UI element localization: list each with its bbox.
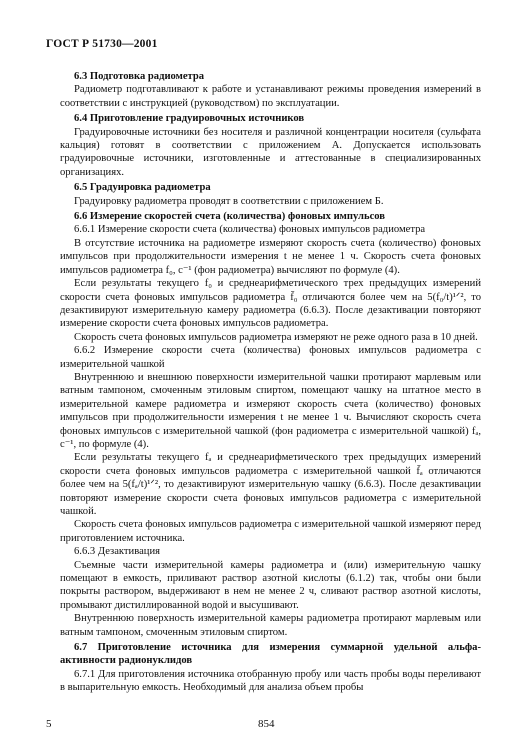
section-heading-6-3: 6.3 Подготовка радиометра <box>74 71 205 82</box>
paragraph: Скорость счета фоновых импульсов радиометра с измерительной чашкой измеряют перед приготовлением источника. <box>60 519 481 544</box>
section-heading-6-7: 6.7 Приготовление источника для измерения суммарной удельной альфа-активности радионуклидов <box>60 642 481 667</box>
paragraph: Если результаты текущего fₐ и среднеарифметического трех предыдущих измерений скорости счета фоновых импульсов радиометра с измерительной чашкой f̄ₐ отличаются более чем на 5(fₐ/t)¹ᐟ², то дезактивируют измерительную чашку (6.6.3). После дезактивации повторяют измерение скорости счета фоновых импульсов радиометра с измерительной чашкой. <box>60 452 481 517</box>
paragraph: В отсутствие источника на радиометре измеряют скорость счета (количество) фоновых импульсов при продолжительности измерения t не менее 1 ч. Скорость счета фоновых импульсов радиометра f₀, с⁻¹ (фон радиометра) вычисляют по формуле (4). <box>60 237 481 276</box>
paragraph: Градуировочные источники без носителя и различной концентрации носителя (сульфата кальция) готовят в соответствии с приложением А. Допускается использовать градуировочные источники, изготовленные и аттестованные в специализированных организациях. <box>60 126 481 178</box>
paragraph: Если результаты текущего f₀ и среднеарифметического трех предыдущих измерений скорости счета фоновых импульсов радиометра f̄₀ отличаются более чем на 5(f₀/t)¹ᐟ², то дезактивируют измерительную камеру радиометра (6.6.3). После дезактивации повторяют измерение скорости счета фоновых импульсов радиометра. <box>60 278 481 330</box>
paragraph: Внутреннюю поверхность измерительной камеры радиометра протирают марлевым или ватным тампоном, смоченным этиловым спиртом. <box>60 613 481 638</box>
paragraph: Градуировку радиометра проводят в соответствии с приложением Б. <box>74 195 384 207</box>
paragraph: Внутреннюю и внешнюю поверхности измерительной чашки протирают марлевым или ватным тампоном, смоченным этиловым спиртом, помещают чашку на штатное место в измерительной камере радиометра и измеряют скорость счета (количество) фоновых импульсов при продолжительности измерения t не менее 1 ч. Вычисляют скорость счета фоновых импульсов с измерительной чашкой (фон радиометра с измерительной чашкой) fₐ, с⁻¹, по формуле (4). <box>60 371 481 450</box>
section-heading-6-6: 6.6 Измерение скоростей счета (количества) фоновых импульсов <box>74 211 386 223</box>
page-number-local: 5 <box>46 718 52 730</box>
paragraph: 6.6.1 Измерение скорости счета (количества) фоновых импульсов радиометра <box>74 224 426 236</box>
page-number-global: 854 <box>258 718 275 730</box>
paragraph: Радиометр подготавливают к работе и устанавливают режимы проведения измерений в соответствии с инструкцией (руководством) по эксплуатации. <box>60 84 481 109</box>
document-code-header: ГОСТ Р 51730—2001 <box>46 38 158 50</box>
paragraph: Съемные части измерительной камеры радиометра и (или) измерительную чашку помещают в емкость, приливают раствор азотной кислоты (6.1.2) так, чтобы они были покрыты раствором, выдерживают в нем не менее 2 ч, сливают раствор азотной кислоты, промывают дистиллированной водой и высушивают. <box>60 559 481 611</box>
document-body <box>60 70 481 695</box>
paragraph: Скорость счета фоновых импульсов радиометра измеряют не реже одного раза в 10 дней. <box>74 331 478 343</box>
paragraph: 6.7.1 Для приготовления источника отобранную пробу или часть пробы воды переливают в выпарительную емкость. Необходимый для анализа объем пробы <box>60 668 481 694</box>
section-heading-6-5: 6.5 Градуировка радиометра <box>74 182 211 194</box>
paragraph: 6.6.3 Дезактивация <box>74 546 160 558</box>
section-heading-6-4: 6.4 Приготовление градуировочных источников <box>74 113 305 125</box>
paragraph: 6.6.2 Измерение скорости счета (количества) фоновых импульсов радиометра с измерительной чашкой <box>60 345 481 370</box>
